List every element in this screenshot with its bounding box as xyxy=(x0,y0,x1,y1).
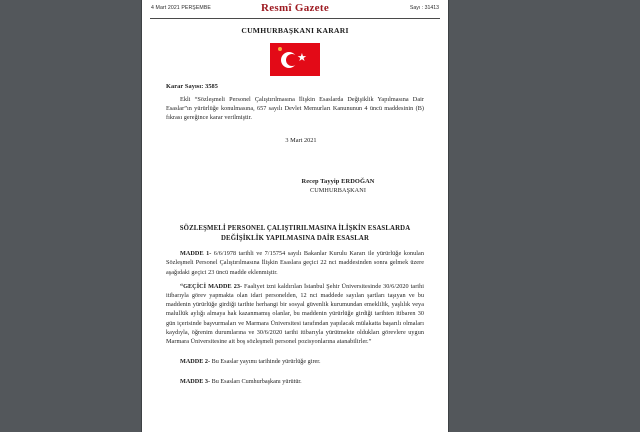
article-3-text: Bu Esasları Cumhurbaşkanı yürütür. xyxy=(210,378,302,386)
article-3-label: MADDE 3- xyxy=(180,378,211,386)
masthead-divider xyxy=(150,18,440,19)
article-provisional-23-text: Faaliyet izni kaldırılan İstanbul Şehir Üniversitesinde 30/6/2020 tarihi itibarıyla görev yapmakta olan idari personelden, 12 nci maddede sayılan şartları taşıyan ve bu maddenin yürürlüğe girdiği tarihte herhangi bir sosyal güvenlik kurumundan emeklilik, yaşlılık veya malullük aylığı almaya hak kazanmamış olanlar, bu maddenin yürürlüğe girdiği tarihten itibaren 30 gün içerisinde başvurmaları ve Marmara Üniversitesi tarafından yapılacak mülakatta başarılı olmaları kaydıyla, öğrenim durumlarına ve 30/6/2020 tarihi itibarıyla yürütmekte oldukları görevlere uygun Marmara Üniversitesine ait boş sözleşmeli personel pozisyonlarına atanabilirler.” xyxy=(166,282,424,345)
annex-title xyxy=(166,224,424,244)
gazette-page xyxy=(142,0,448,432)
masthead-date: 4 Mart 2021 PERŞEMBE xyxy=(151,5,211,11)
masthead xyxy=(142,0,448,20)
signatory-title: CUMHURBAŞKANI xyxy=(310,187,366,195)
signature-block xyxy=(166,178,424,195)
masthead-title: Resmî Gazete xyxy=(260,2,330,14)
article-1-text: 6/6/1978 tarihli ve 7/15754 sayılı Bakanlar Kurulu Kararı ile yürürlüğe konulan Sözleşmeli Personel Çalıştırılmasına İlişkin Esaslara geçici 22 nci maddesinden sonra gelmek üzere aşağıdaki geçici 23 üncü madde eklenmiştir. xyxy=(166,250,424,276)
signature-date: 3 Mart 2021 xyxy=(285,136,317,144)
preamble-paragraph: Ekli “Sözleşmeli Personel Çalıştırılmasına İlişkin Esaslarda Değişiklik Yapılmasına Dair Esaslar”ın yürürlüğe konulmasına, 657 sayılı Devlet Memurları Kanununun 4 üncü maddesinin (B) fıkrası gereğince karar verilmiştir. xyxy=(166,96,424,122)
masthead-issue-number: Sayı : 31413 xyxy=(409,5,439,11)
annex-title-line-1: SÖZLEŞMELİ PERSONEL ÇALIŞTIRILMASINA İLİŞKİN ESASLARDA xyxy=(179,225,411,233)
article-2-label: MADDE 2- xyxy=(180,358,211,366)
article-3 xyxy=(166,377,424,386)
article-provisional-23-label: “GEÇİCİ MADDE 23- xyxy=(180,282,243,290)
decision-heading: CUMHURBAŞKANI KARARI xyxy=(241,26,349,35)
signatory-name: Recep Tayyip ERDOĞAN xyxy=(301,177,375,185)
turkish-flag-icon xyxy=(270,43,320,76)
decision-number: Karar Sayısı: 3585 xyxy=(166,83,219,90)
emblem-container xyxy=(166,43,424,76)
article-provisional-23 xyxy=(166,282,424,346)
article-2 xyxy=(166,357,424,366)
article-1-label: MADDE 1- xyxy=(180,250,212,258)
article-1 xyxy=(166,249,424,277)
annex-title-line-2: DEĞİŞİKLİK YAPILMASINA DAİR ESASLAR xyxy=(220,235,370,243)
document-body xyxy=(142,26,448,387)
flag-artifact-speck xyxy=(278,47,282,51)
article-2-text: Bu Esaslar yayımı tarihinde yürürlüğe girer. xyxy=(210,358,321,366)
